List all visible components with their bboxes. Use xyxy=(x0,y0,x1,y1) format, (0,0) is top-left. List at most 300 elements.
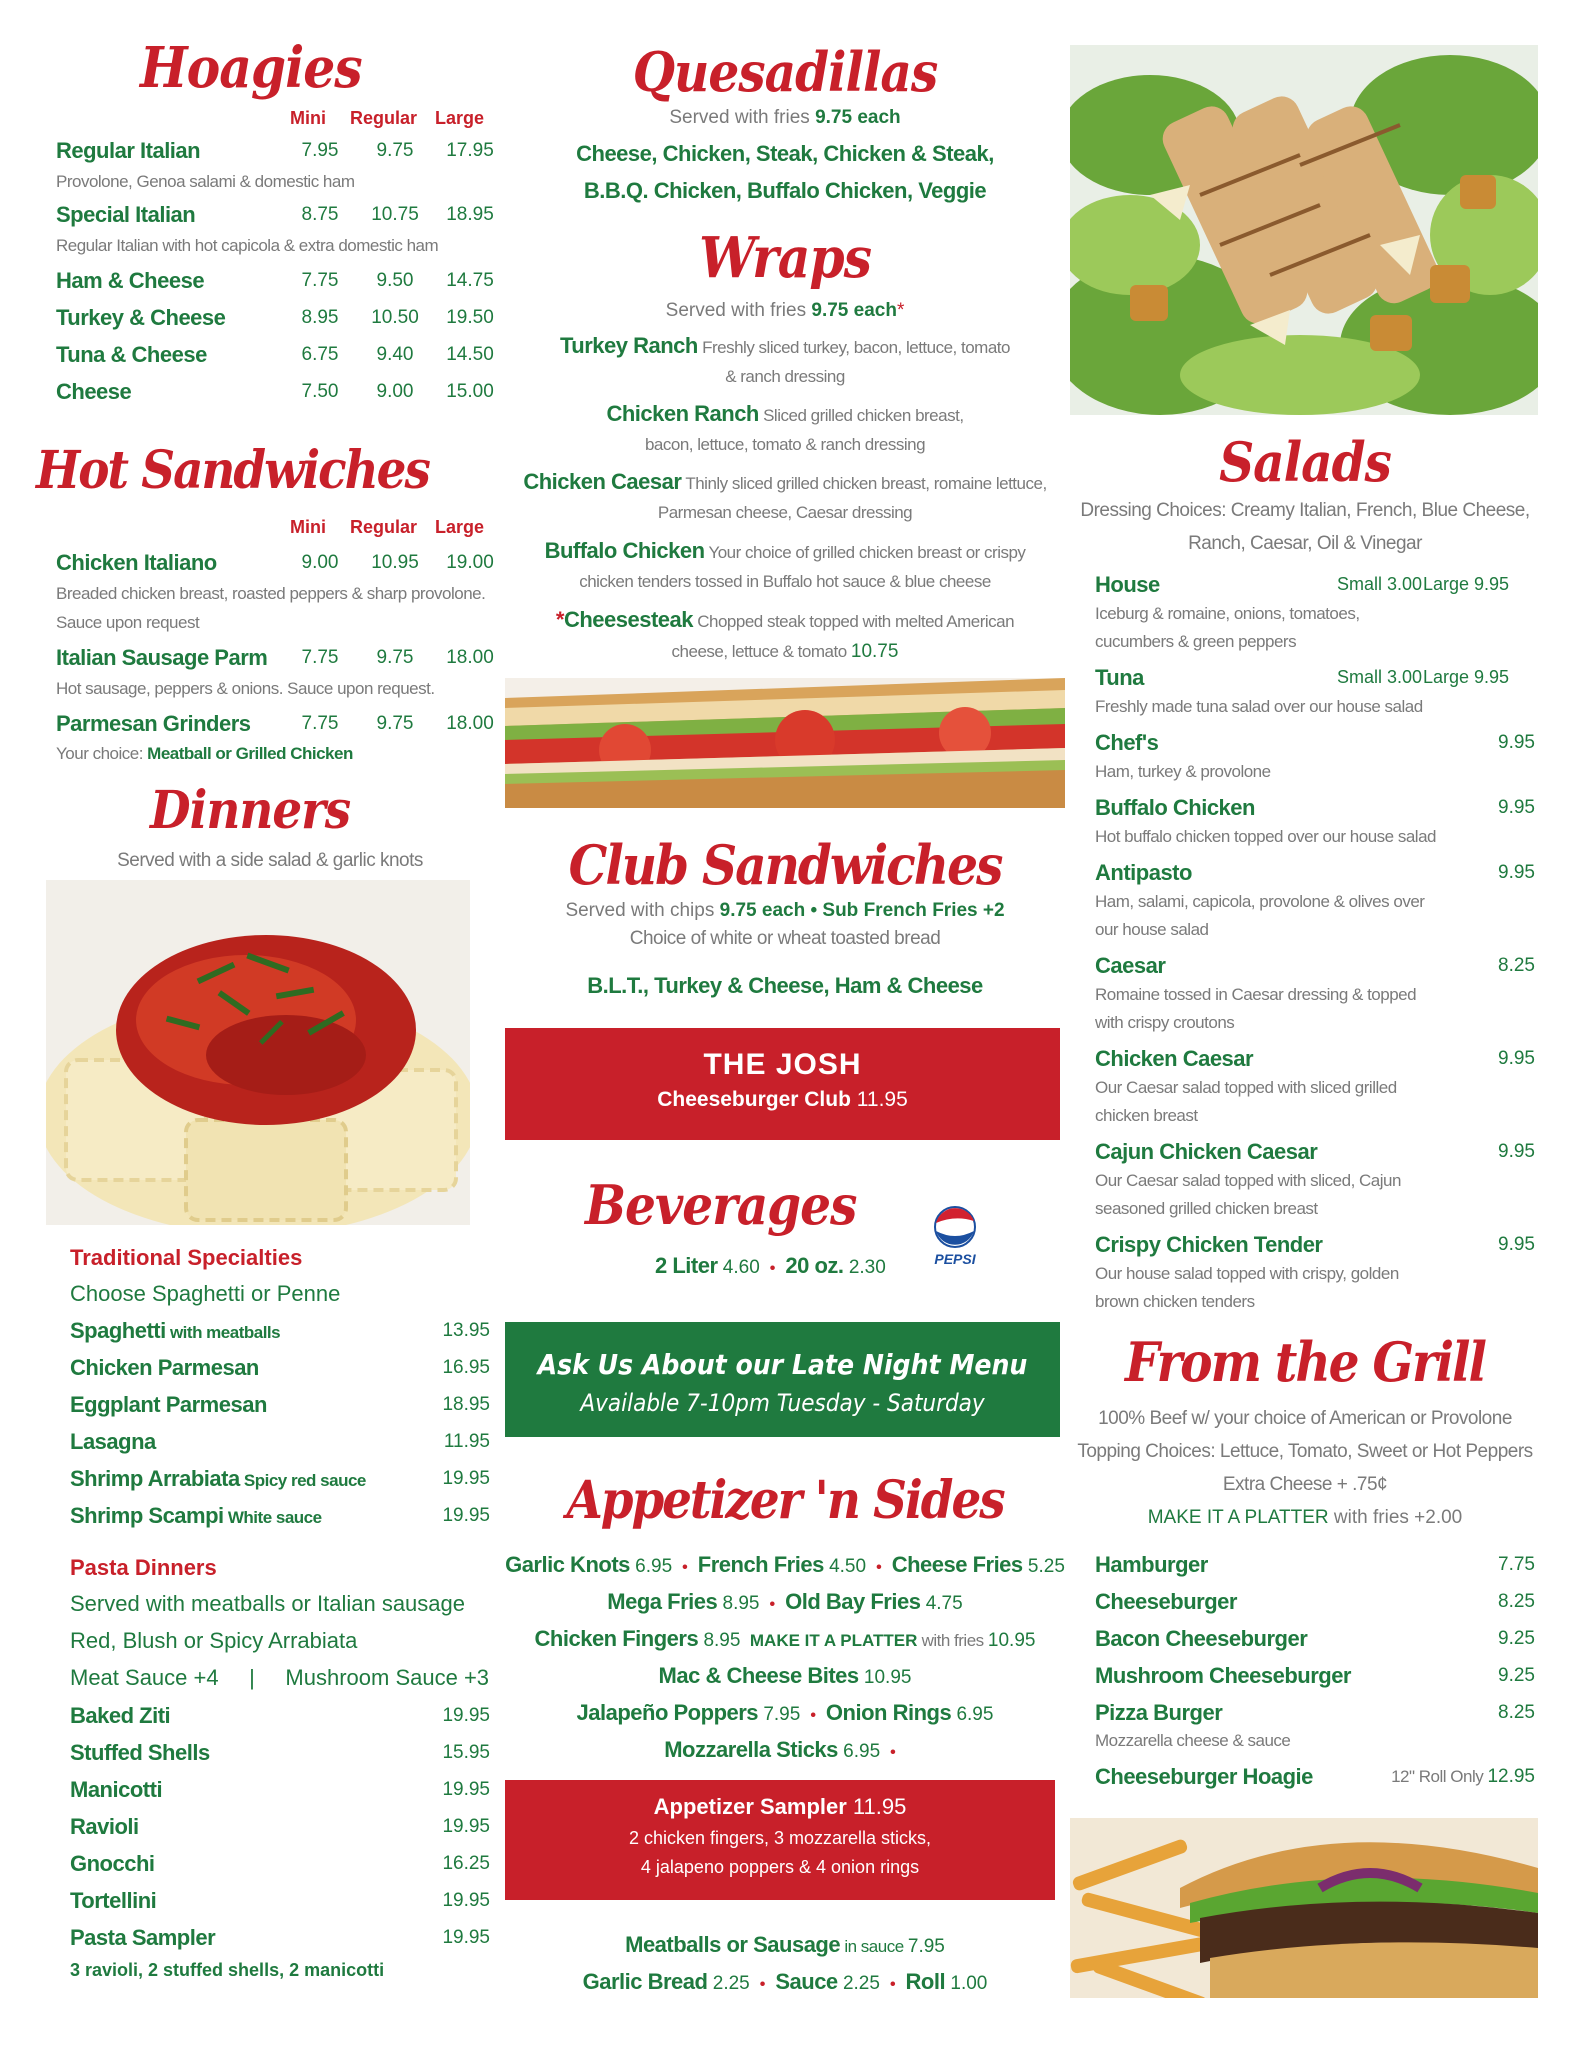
wrap-item xyxy=(505,401,1065,427)
salad-row xyxy=(1095,860,1535,888)
size-mini: Mini xyxy=(290,108,326,128)
item-name: Tortellini xyxy=(70,1888,157,1913)
item-price: 9.95 xyxy=(1498,1234,1535,1255)
salads-dressing-2: Ranch, Caesar, Oil & Vinegar xyxy=(1188,533,1422,554)
burger-photo xyxy=(1070,1818,1538,1998)
price-large: 19.00 xyxy=(446,552,494,573)
item-name: Jalapeño Poppers xyxy=(576,1700,759,1725)
item-price: 8.25 xyxy=(1498,955,1535,976)
item-name: Pasta Sampler xyxy=(70,1925,216,1950)
dinner-row xyxy=(70,1392,490,1422)
club-items: B.L.T., Turkey & Cheese, Ham & Cheese xyxy=(587,973,983,998)
dinner-row xyxy=(70,1318,490,1348)
salads-dressing-1: Dressing Choices: Creamy Italian, French, Blue Cheese, xyxy=(1080,500,1530,521)
item-name: Buffalo Chicken xyxy=(1095,795,1255,820)
wrap-item xyxy=(505,333,1065,359)
item-price: 2.25 xyxy=(707,1973,750,1994)
item-name: French Fries xyxy=(697,1552,824,1577)
item-price: 6.95 xyxy=(951,1704,994,1725)
club-sandwich-photo xyxy=(505,678,1065,808)
item-desc: Hot sausage, peppers & onions. Sauce upon request. xyxy=(56,679,435,698)
price-large: 14.75 xyxy=(446,270,494,291)
pasta-note-2: Red, Blush or Spicy Arrabiata xyxy=(70,1628,358,1653)
ravioli-image xyxy=(46,880,470,1225)
item-price: 5.25 xyxy=(1022,1556,1065,1577)
club-sandwiches-title: Club Sandwiches xyxy=(568,833,1002,897)
item-name: Regular Italian xyxy=(56,138,201,163)
item-desc: cucumbers & green peppers xyxy=(1095,632,1297,651)
item-desc xyxy=(56,744,353,764)
bullet: • xyxy=(810,1707,816,1724)
salad-row xyxy=(1095,1139,1535,1167)
bullet: • xyxy=(682,1559,688,1576)
burger-image xyxy=(1070,1818,1538,1998)
item-price: 4.75 xyxy=(920,1593,963,1614)
item-title: Shrimp Arrabiata xyxy=(70,1466,240,1491)
price-large: 18.00 xyxy=(446,713,494,734)
pasta-row xyxy=(70,1703,490,1733)
bev-price: 2.30 xyxy=(843,1257,886,1278)
platter-rest: with fries +2.00 xyxy=(1328,1507,1463,1528)
price-regular: 9.00 xyxy=(376,381,414,402)
item-price: 8.95 xyxy=(717,1593,760,1614)
pasta-row xyxy=(70,1888,490,1918)
late-night-line-2: Available 7-10pm Tuesday - Saturday xyxy=(580,1389,985,1417)
salad-row xyxy=(1095,730,1535,758)
item-name: Onion Rings xyxy=(825,1700,952,1725)
salad-row xyxy=(1095,1046,1535,1074)
grill-line-3: Extra Cheese + .75¢ xyxy=(1222,1474,1388,1495)
hoagie-price: 12.95 xyxy=(1487,1766,1535,1787)
price-large: 19.50 xyxy=(446,307,494,328)
appetizer-row-3 xyxy=(505,1626,1065,1652)
price-regular: 10.50 xyxy=(371,307,419,328)
item-price: 7.95 xyxy=(758,1704,801,1725)
item-price: 9.95 xyxy=(1498,1141,1535,1162)
bullet: • xyxy=(769,1596,776,1613)
hoagies-title: Hoagies xyxy=(140,35,362,101)
the-josh-name: Cheeseburger Club xyxy=(657,1088,851,1111)
appetizer-row-1 xyxy=(485,1552,1085,1578)
item-price: 9.25 xyxy=(1498,1665,1535,1686)
hoagie-note: 12" Roll Only xyxy=(1391,1767,1488,1786)
salad-row xyxy=(1095,953,1535,981)
item-name: Cheesesteak xyxy=(563,607,693,632)
bev-price: 4.60 xyxy=(717,1257,760,1278)
price-mini: 7.50 xyxy=(301,381,339,402)
served-price: 9.75 each xyxy=(811,300,897,321)
size-regular: Regular xyxy=(350,517,418,537)
item-price: 10.75 xyxy=(850,641,899,662)
item-name: Chicken Italiano xyxy=(56,550,217,575)
grill-row xyxy=(1095,1663,1535,1691)
item-name: Antipasto xyxy=(1095,860,1192,885)
item-name: Chicken Parmesan xyxy=(70,1355,259,1380)
ravioli-photo xyxy=(46,880,470,1225)
dinner-row xyxy=(70,1355,490,1385)
served-prefix: Served with fries xyxy=(665,300,812,321)
item-price: 16.95 xyxy=(442,1357,490,1378)
hot-sandwich-row xyxy=(50,645,494,673)
price-large: Large 9.95 xyxy=(1423,574,1510,594)
pasta-heading: Pasta Dinners xyxy=(70,1555,217,1580)
sampler-desc-1: 2 chicken fingers, 3 mozzarella sticks, xyxy=(628,1828,932,1848)
grill-line-2: Topping Choices: Lettuce, Tomato, Sweet or Hot Peppers xyxy=(1077,1441,1533,1462)
right-column xyxy=(1070,0,1540,2048)
item-price: 19.95 xyxy=(442,1779,490,1800)
traditional-heading: Traditional Specialties xyxy=(70,1245,303,1270)
item-name: Bacon Cheeseburger xyxy=(1095,1626,1308,1651)
appetizer-row-5 xyxy=(505,1700,1065,1726)
item-desc: Regular Italian with hot capicola & extra domestic ham xyxy=(56,236,439,255)
club-choice: Choice of white or wheat toasted bread xyxy=(629,928,941,949)
item-name: Sauce xyxy=(775,1969,838,1994)
served-price: 9.75 each xyxy=(815,107,901,128)
salad-row xyxy=(1095,572,1535,600)
item-price: 19.95 xyxy=(442,1468,490,1489)
bullet: • xyxy=(759,1976,766,1993)
price-regular: 9.40 xyxy=(376,344,414,365)
bev-name: 20 oz. xyxy=(785,1253,844,1278)
item-price: 7.95 xyxy=(907,1936,945,1957)
item-name: Ham & Cheese xyxy=(56,268,205,293)
wrap-item xyxy=(505,538,1065,564)
platter-bold: MAKE IT A PLATTER xyxy=(1147,1507,1329,1528)
item-name: Tuna xyxy=(1095,665,1144,690)
price-regular: 9.50 xyxy=(376,270,414,291)
item-name: Cheeseburger xyxy=(1095,1589,1237,1614)
item-price: 19.95 xyxy=(442,1927,490,1948)
hoagie-row xyxy=(50,305,494,333)
appetizers-title: Appetizer 'n Sides xyxy=(566,1470,1004,1531)
item-desc: Ham, salami, capicola, provolone & olives over xyxy=(1095,892,1425,911)
appetizer-sampler-banner xyxy=(505,1780,1055,1900)
price-large: 18.00 xyxy=(446,647,494,668)
price-mini: 8.75 xyxy=(301,204,339,225)
item-price: 4.50 xyxy=(823,1556,867,1577)
item-name: Garlic Knots xyxy=(505,1552,630,1577)
item-desc: Iceburg & romaine, onions, tomatoes, xyxy=(1095,604,1360,623)
from-the-grill-title: From the Grill xyxy=(1125,1330,1485,1394)
item-price: 16.25 xyxy=(442,1853,490,1874)
item-desc: cheese, lettuce & tomato xyxy=(671,642,851,661)
price-mini: 7.75 xyxy=(301,270,339,291)
item-desc: with crispy croutons xyxy=(1095,1013,1235,1032)
dinner-row xyxy=(70,1429,490,1459)
pasta-note-1: Served with meatballs or Italian sausage xyxy=(70,1591,465,1616)
item-star: * xyxy=(555,607,564,632)
price-mini: 7.75 xyxy=(301,647,339,668)
appetizer-row-6 xyxy=(505,1737,1065,1763)
item-price: 9.95 xyxy=(1498,732,1535,753)
the-josh-price: 11.95 xyxy=(850,1088,908,1111)
item-name: Buffalo Chicken xyxy=(544,538,705,563)
platter-with: with fries xyxy=(917,1631,988,1650)
item-price: 19.95 xyxy=(442,1816,490,1837)
price-regular: 10.75 xyxy=(371,204,419,225)
grill-row xyxy=(1095,1764,1535,1792)
item-desc: Your choice of grilled chicken breast or crispy xyxy=(704,543,1026,562)
quesadillas-line-2: B.B.Q. Chicken, Buffalo Chicken, Veggie xyxy=(583,178,987,203)
item-price: 9.95 xyxy=(1498,862,1535,883)
item-name: Chef's xyxy=(1095,730,1159,755)
bullet: • xyxy=(890,1744,896,1761)
item-sub: Spicy red sauce xyxy=(239,1471,366,1490)
grill-row xyxy=(1095,1626,1535,1654)
item-name: Mac & Cheese Bites xyxy=(658,1663,859,1688)
size-large: Large xyxy=(435,108,485,128)
item-price: 8.95 xyxy=(698,1630,741,1651)
item-price: 18.95 xyxy=(442,1394,490,1415)
grill-line-1: 100% Beef w/ your choice of American or Provolone xyxy=(1098,1408,1512,1429)
quesadillas-line-1: Cheese, Chicken, Steak, Chicken & Steak, xyxy=(576,141,994,166)
sampler-desc-2: 4 jalapeno poppers & 4 onion rings xyxy=(640,1857,920,1877)
meatballs-row xyxy=(505,1932,1065,1958)
pepsi-logo-text: PEPSI xyxy=(934,1251,976,1267)
item-price: 19.95 xyxy=(442,1705,490,1726)
pasta-note-3: Meat Sauce +4 | Mushroom Sauce +3 xyxy=(70,1665,490,1690)
hoagie-row xyxy=(50,379,494,407)
price-regular: 9.75 xyxy=(376,140,414,161)
salad-row xyxy=(1095,665,1535,693)
item-desc: Our Caesar salad topped with sliced, Cajun xyxy=(1095,1171,1401,1190)
wrap-desc: chicken tenders tossed in Buffalo hot sauce & blue cheese xyxy=(579,572,991,591)
grill-row xyxy=(1095,1700,1535,1728)
wrap-desc: bacon, lettuce, tomato & ranch dressing xyxy=(644,435,926,454)
price-regular: 10.95 xyxy=(371,552,419,573)
item-desc: Ham, turkey & provolone xyxy=(1095,762,1271,781)
item-name: Roll xyxy=(905,1969,946,1994)
wrap-item xyxy=(505,469,1065,495)
hoagie-row xyxy=(50,138,494,166)
bullet: • xyxy=(876,1559,882,1576)
item-name: Crispy Chicken Tender xyxy=(1095,1232,1323,1257)
traditional-note: Choose Spaghetti or Penne xyxy=(70,1281,341,1306)
item-price: 9.95 xyxy=(1498,797,1535,818)
grill-platter xyxy=(1070,1507,1540,1529)
desc-bold: Meatball or Grilled Chicken xyxy=(147,744,353,763)
wraps-title: Wraps xyxy=(699,225,871,291)
item-price: 9.25 xyxy=(1498,1628,1535,1649)
sampler-title xyxy=(505,1794,1055,1820)
price-mini: 7.95 xyxy=(301,140,339,161)
item-desc: Romaine tossed in Caesar dressing & topped xyxy=(1095,985,1417,1004)
size-regular: Regular xyxy=(350,108,418,128)
item-price: 2.25 xyxy=(837,1973,880,1994)
item-name: Cajun Chicken Caesar xyxy=(1095,1139,1318,1164)
item-desc: Provolone, Genoa salami & domestic ham xyxy=(56,172,355,191)
beverage-prices xyxy=(655,1253,886,1279)
price-large: 18.95 xyxy=(446,204,494,225)
price-small: Small 3.00 xyxy=(1337,574,1423,594)
item-desc: our house salad xyxy=(1095,920,1209,939)
sampler-price: 11.95 xyxy=(846,1794,907,1819)
pasta-row xyxy=(70,1740,490,1770)
salad-row xyxy=(1095,795,1535,823)
price-mini: 8.95 xyxy=(301,307,339,328)
item-name xyxy=(70,1318,280,1344)
served-prefix: Served with chips xyxy=(565,900,720,921)
dinners-title: Dinners xyxy=(150,780,351,841)
platter-label: MAKE IT A PLATTER xyxy=(740,1631,918,1650)
served-prefix: Served with fries xyxy=(669,107,816,128)
hot-sandwiches-title: Hot Sandwiches xyxy=(36,440,429,501)
item-price: 11.95 xyxy=(443,1431,490,1452)
served-star: * xyxy=(896,300,905,321)
item-name: Cheese xyxy=(56,379,132,404)
price-large: Large 9.95 xyxy=(1423,667,1510,687)
item-name: Eggplant Parmesan xyxy=(70,1392,267,1417)
hoagie-row xyxy=(50,268,494,296)
item-desc: Chopped steak topped with melted American xyxy=(693,612,1015,631)
item-name: Caesar xyxy=(1095,953,1166,978)
item-price: 19.95 xyxy=(442,1505,490,1526)
quesadillas-served xyxy=(505,107,1065,129)
caesar-salad-image xyxy=(1070,45,1538,415)
item-sub: with meatballs xyxy=(165,1323,281,1342)
item-price: 6.95 xyxy=(837,1741,881,1762)
wrap-desc: & ranch dressing xyxy=(725,367,845,386)
pasta-row xyxy=(70,1814,490,1844)
item-name: Cheese Fries xyxy=(891,1552,1023,1577)
item-name xyxy=(70,1503,322,1529)
item-desc: Sliced grilled chicken breast, xyxy=(758,406,964,425)
platter-price: 10.95 xyxy=(987,1630,1036,1651)
price-mini: 9.00 xyxy=(301,552,339,573)
item-name: Cheeseburger Hoagie xyxy=(1095,1764,1313,1789)
item-name: Old Bay Fries xyxy=(785,1589,921,1614)
hot-sandwich-row xyxy=(50,550,494,578)
item-desc: seasoned grilled chicken breast xyxy=(1095,1199,1318,1218)
price-large: 17.95 xyxy=(446,140,494,161)
item-price: 10.95 xyxy=(858,1667,912,1688)
club-served xyxy=(505,900,1065,922)
pasta-row xyxy=(70,1777,490,1807)
dinner-row xyxy=(70,1503,490,1533)
item-name: Mushroom Cheeseburger xyxy=(1095,1663,1351,1688)
wrap-item xyxy=(505,607,1065,633)
bullet: • xyxy=(889,1976,896,1993)
the-josh-title: THE JOSH xyxy=(703,1048,862,1081)
beverages-title: Beverages xyxy=(585,1173,857,1237)
item-name: Tuna & Cheese xyxy=(56,342,207,367)
item-name: Ravioli xyxy=(70,1814,139,1839)
item-desc: chicken breast xyxy=(1095,1106,1198,1125)
item-price: 7.75 xyxy=(1498,1554,1535,1575)
item-name: Gnocchi xyxy=(70,1851,155,1876)
item-name: Hamburger xyxy=(1095,1552,1208,1577)
pasta-sampler-desc: 3 ravioli, 2 stuffed shells, 2 manicotti xyxy=(70,1960,385,1980)
desc-prefix: Your choice: xyxy=(56,744,148,763)
bullet: • xyxy=(769,1260,776,1277)
item-title: Spaghetti xyxy=(70,1318,166,1343)
price-mini: 6.75 xyxy=(301,344,339,365)
price-large: 15.00 xyxy=(446,381,494,402)
item-name: Special Italian xyxy=(56,202,196,227)
price-small: Small 3.00 xyxy=(1337,667,1423,687)
late-night-banner xyxy=(505,1322,1060,1437)
late-night-line-1: Ask Us About our Late Night Menu xyxy=(537,1348,1028,1381)
item-name: Mozzarella Sticks xyxy=(664,1737,838,1762)
price-regular: 9.75 xyxy=(376,647,414,668)
left-column xyxy=(36,0,494,2048)
middle-column xyxy=(505,0,1065,2048)
size-large: Large xyxy=(435,517,485,537)
appetizer-row-4 xyxy=(505,1663,1065,1689)
grill-row xyxy=(1095,1552,1535,1580)
item-price: 8.25 xyxy=(1498,1702,1535,1723)
served-bold: 9.75 each • Sub French Fries +2 xyxy=(719,900,1005,921)
item-name: Turkey Ranch xyxy=(560,333,698,358)
item-in: in sauce xyxy=(840,1937,908,1956)
hot-sandwich-row xyxy=(50,711,494,739)
item-name: Manicotti xyxy=(70,1777,163,1802)
sampler-name: Appetizer Sampler xyxy=(653,1794,847,1819)
item-name: Italian Sausage Parm xyxy=(56,645,268,670)
hoagie-row xyxy=(50,202,494,230)
item-price xyxy=(1391,1766,1535,1788)
price-mini: 7.75 xyxy=(301,713,339,734)
item-name: Stuffed Shells xyxy=(70,1740,210,1765)
item-price: 19.95 xyxy=(442,1890,490,1911)
item-desc: brown chicken tenders xyxy=(1095,1292,1255,1311)
item-name: Meatballs or Sausage xyxy=(625,1932,841,1957)
item-price: 9.95 xyxy=(1498,1048,1535,1069)
dinner-row xyxy=(70,1466,490,1496)
item-name: Chicken Fingers xyxy=(534,1626,699,1651)
item-desc: Our house salad topped with crispy, golden xyxy=(1095,1264,1399,1283)
quesadillas-title: Quesadillas xyxy=(632,40,938,104)
item-desc: Breaded chicken breast, roasted peppers & sharp provolone. xyxy=(56,584,486,603)
item-name xyxy=(70,1466,366,1492)
the-josh-banner xyxy=(505,1028,1060,1140)
item-desc: Sauce upon request xyxy=(56,613,200,632)
item-name: Baked Ziti xyxy=(70,1703,171,1728)
hoagie-row xyxy=(50,342,494,370)
item-price: 8.25 xyxy=(1498,1591,1535,1612)
item-name: Chicken Caesar xyxy=(1095,1046,1254,1071)
pasta-row xyxy=(70,1925,490,1955)
item-desc: Thinly sliced grilled chicken breast, romaine lettuce, xyxy=(681,474,1047,493)
pepsi-logo xyxy=(925,1205,985,1275)
item-price: 15.95 xyxy=(442,1742,490,1763)
item-price: 6.95 xyxy=(629,1556,673,1577)
price-large: 14.50 xyxy=(446,344,494,365)
item-name: Parmesan Grinders xyxy=(56,711,251,736)
item-name: Garlic Bread xyxy=(582,1969,708,1994)
item-sub: White sauce xyxy=(223,1508,322,1527)
item-title: Shrimp Scampi xyxy=(70,1503,224,1528)
item-desc: Freshly sliced turkey, bacon, lettuce, tomato xyxy=(697,338,1010,357)
salads-title: Salads xyxy=(1219,430,1391,494)
the-josh-item xyxy=(505,1088,1060,1112)
price-regular: 9.75 xyxy=(376,713,414,734)
item-price: 13.95 xyxy=(442,1320,490,1341)
item-desc: Freshly made tuna salad over our house salad xyxy=(1095,697,1423,716)
appetizer-row-2 xyxy=(505,1589,1065,1615)
bev-name: 2 Liter xyxy=(655,1253,718,1278)
item-name: Pizza Burger xyxy=(1095,1700,1223,1725)
grill-row xyxy=(1095,1589,1535,1617)
item-name: Lasagna xyxy=(70,1429,156,1454)
item-desc: Our Caesar salad topped with sliced grilled xyxy=(1095,1078,1397,1097)
club-sandwich-image xyxy=(505,678,1065,808)
wrap-desc xyxy=(505,641,1065,663)
item-name: House xyxy=(1095,572,1160,597)
salad-row xyxy=(1095,1232,1535,1260)
item-name: Mega Fries xyxy=(607,1589,718,1614)
item-desc: Hot buffalo chicken topped over our house salad xyxy=(1095,827,1436,846)
